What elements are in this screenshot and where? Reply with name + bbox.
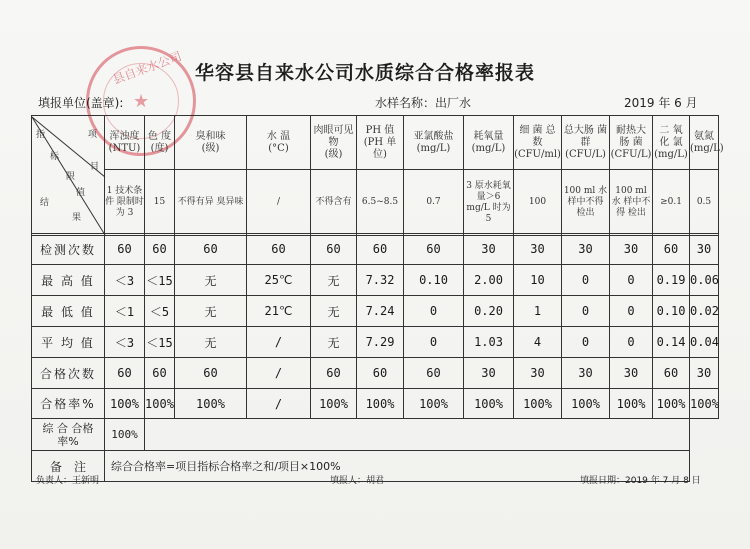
row-label: 最 高 值 [32,265,105,296]
column-header: 色 度 (度) [145,116,175,170]
value-cell: 100% [404,389,464,419]
value-cell: 100% [514,389,562,419]
column-header: 细 菌 总 数 (CFU/ml) [514,116,562,170]
value-cell: 60 [105,234,145,265]
corner-cell [32,116,105,236]
value-cell: 0.20 [464,296,514,327]
value-cell: 0 [610,265,653,296]
limit-cell: 不得有异 臭异味 [175,170,247,236]
value-cell: 7.24 [357,296,404,327]
value-cell: / [247,327,311,358]
value-cell: 60 [653,234,690,265]
data-row [32,389,719,419]
value-cell: 0.02 [690,296,719,327]
value-cell: 7.32 [357,265,404,296]
value-cell: 100% [653,389,690,419]
value-cell: ＜15 [145,265,175,296]
value-cell: 0 [610,296,653,327]
column-header: 肉眼可见物 (级) [311,116,357,170]
value-cell: 30 [610,234,653,265]
value-cell: 0.10 [404,265,464,296]
value-cell: 100% [145,389,175,419]
row-label: 平 均 值 [32,327,105,358]
value-cell: 30 [690,358,719,389]
limit-cell: 100 ml 水 样中不得 检出 [562,170,610,236]
value-cell: 30 [690,234,719,265]
value-cell: 0.06 [690,265,719,296]
value-cell: 30 [562,358,610,389]
value-cell: 0 [562,327,610,358]
value-cell: / [247,389,311,419]
value-cell: ＜1 [105,296,145,327]
corner-label-value: 值 [76,187,86,198]
value-cell: 30 [514,358,562,389]
value-cell: 30 [464,358,514,389]
quality-table [31,115,724,236]
limit-cell: 0.5 [690,170,719,236]
note-text: 综合合格率=项目指标合格率之和/项目×100% [105,451,690,482]
report-period: 2019 年 6 月 [624,96,698,110]
value-cell: 100% [357,389,404,419]
value-cell: 100% [105,389,145,419]
value-cell: 0 [562,296,610,327]
value-cell: ＜5 [145,296,175,327]
value-cell: 60 [145,234,175,265]
column-header: 浑浊度 (NTU) [105,116,145,170]
limit-cell: 3 原水耗氧 量＞6 mg/L 时为 5 [464,170,514,236]
value-cell: 7.29 [357,327,404,358]
value-cell: 60 [175,358,247,389]
limit-cell: / [247,170,311,236]
column-header: 氨氮 (mg/L) [690,116,719,170]
data-row [32,234,719,265]
value-cell: 60 [357,358,404,389]
data-row [32,265,719,296]
column-header: PH 值 (PH 单位) [357,116,404,170]
value-cell: 30 [464,234,514,265]
data-row [32,358,719,389]
column-header: 耐热大 肠 菌 (CFU/L) [610,116,653,170]
value-cell: 60 [311,234,357,265]
value-cell: 0 [404,327,464,358]
value-cell: 100% [562,389,610,419]
corner-label-item: 项 [88,129,98,140]
combined-rate-row [32,419,719,451]
value-cell: 30 [562,234,610,265]
value-cell: 100% [690,389,719,419]
report-title: 华容县自来水公司水质综合合格率报表 [195,62,536,84]
footer-date: 填报日期：2019 年 7 月 8 日 [580,476,701,486]
value-cell: 2.00 [464,265,514,296]
corner-label-result: 结 [40,197,50,208]
value-cell: 0 [404,296,464,327]
limit-cell: 不得含有 [311,170,357,236]
data-row [32,327,719,358]
value-cell: 0.10 [653,296,690,327]
column-header: 水 温 (°C) [247,116,311,170]
value-cell: 30 [514,234,562,265]
value-cell: 无 [311,296,357,327]
corner-label-mu: 目 [90,161,100,172]
value-cell: 1 [514,296,562,327]
limit-cell: 100 [514,170,562,236]
limit-cell: ≥0.1 [653,170,690,236]
value-cell: 25℃ [247,265,311,296]
column-header: 耗氧量 (mg/L) [464,116,514,170]
value-cell: 0.04 [690,327,719,358]
column-header: 二 氧 化 氯 (mg/L) [653,116,690,170]
value-cell: 4 [514,327,562,358]
value-cell: 100% [610,389,653,419]
value-cell: 60 [145,358,175,389]
value-cell: ＜3 [105,327,145,358]
combined-rate-blank [145,419,690,451]
value-cell: 60 [175,234,247,265]
value-cell: 0.14 [653,327,690,358]
value-cell: / [247,358,311,389]
data-row [32,296,719,327]
unit-label: 填报单位(盖章): [38,96,124,110]
row-label: 合格次数 [32,358,105,389]
column-header: 亚氯酸盐 (mg/L) [404,116,464,170]
limit-cell: 15 [145,170,175,236]
header-row [32,116,719,170]
value-cell: 60 [404,358,464,389]
value-cell: 30 [610,358,653,389]
footer-filler: 填报人：胡君 [330,476,385,486]
value-cell: ＜3 [105,265,145,296]
value-cell: 0.19 [653,265,690,296]
limit-cell: 1 技术条件 限制时为 3 [105,170,145,236]
value-cell: 60 [311,358,357,389]
value-cell: 60 [357,234,404,265]
value-cell: 100% [175,389,247,419]
value-cell: 60 [653,358,690,389]
sample-name: 水样名称：出厂水 [375,96,472,110]
column-header: 臭和味 (级) [175,116,247,170]
row-label: 合格率% [32,389,105,419]
value-cell: ＜15 [145,327,175,358]
value-cell: 100% [311,389,357,419]
results-table [31,233,719,482]
row-label: 最 低 值 [32,296,105,327]
value-cell: 无 [175,296,247,327]
footer-responsible: 负责人：王新明 [36,476,100,486]
row-label: 检测次数 [32,234,105,265]
corner-label-limit: 限 [66,171,76,182]
value-cell: 10 [514,265,562,296]
corner-label-standard: 标 [50,151,60,162]
value-cell: 无 [175,327,247,358]
value-cell: 21℃ [247,296,311,327]
value-cell: 0 [562,265,610,296]
value-cell: 0 [610,327,653,358]
value-cell: 60 [247,234,311,265]
limit-cell: 0.7 [404,170,464,236]
combined-rate-label: 综 合 合格率% [32,419,105,451]
corner-label-index: 指 [36,129,46,140]
seal-star-icon: ★ [133,91,150,112]
seal-text: 县自来水公司 [110,49,184,87]
corner-label-fruit: 果 [72,212,82,223]
value-cell: 1.03 [464,327,514,358]
note-label: 备 注 [32,451,105,482]
limit-row [32,170,719,236]
combined-rate-value: 100% [105,419,145,451]
value-cell: 无 [175,265,247,296]
column-header: 总大肠 菌 群 (CFU/L) [562,116,610,170]
value-cell: 60 [404,234,464,265]
value-cell: 60 [105,358,145,389]
value-cell: 无 [311,327,357,358]
value-cell: 无 [311,265,357,296]
limit-cell: 6.5~8.5 [357,170,404,236]
value-cell: 100% [464,389,514,419]
limit-cell: 100 ml 水 样中不得 检出 [610,170,653,236]
